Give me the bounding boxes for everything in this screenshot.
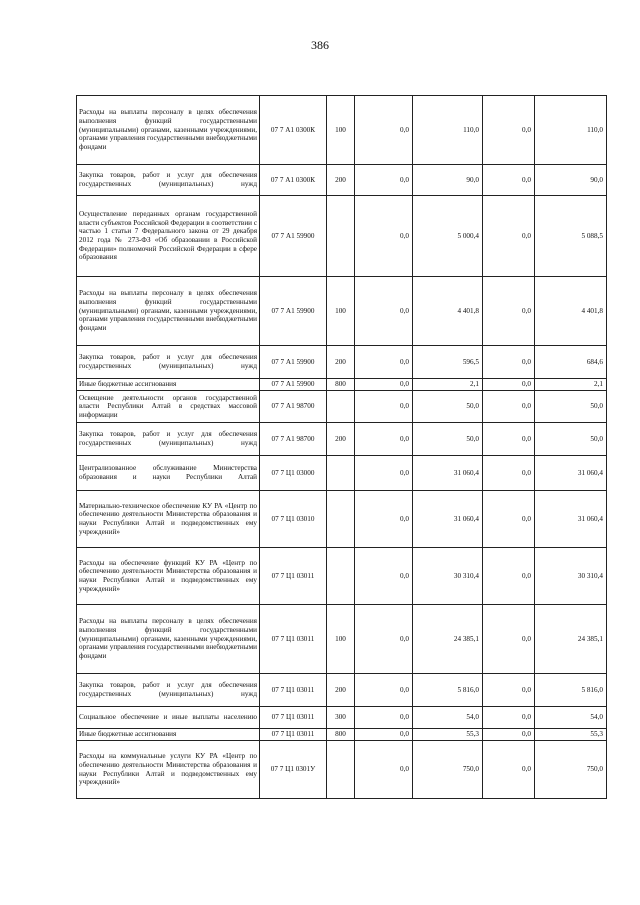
table-row	[77, 423, 607, 456]
row-code: 07 7 А1 59900	[260, 379, 327, 391]
row-value-1: 0,0	[355, 674, 413, 707]
row-value-1: 0,0	[355, 96, 413, 165]
row-expense-type	[327, 741, 355, 799]
row-value-2: 90,0	[413, 165, 483, 196]
table-body	[77, 96, 607, 799]
row-expense-type: 300	[327, 707, 355, 729]
row-value-1: 0,0	[355, 741, 413, 799]
row-expense-type: 100	[327, 96, 355, 165]
row-code: 07 7 А1 59900	[260, 196, 327, 277]
row-value-1: 0,0	[355, 277, 413, 346]
row-value-2: 596,5	[413, 346, 483, 379]
row-value-3: 0,0	[483, 165, 535, 196]
table-row	[77, 548, 607, 605]
row-value-4: 110,0	[535, 96, 607, 165]
row-value-2: 24 385,1	[413, 605, 483, 674]
row-value-3: 0,0	[483, 741, 535, 799]
row-value-1: 0,0	[355, 346, 413, 379]
page-number: 386	[311, 38, 329, 52]
row-value-4: 31 060,4	[535, 456, 607, 491]
row-code: 07 7 Ц1 03011	[260, 548, 327, 605]
row-code: 07 7 А1 98700	[260, 391, 327, 423]
row-value-3: 0,0	[483, 456, 535, 491]
row-code: 07 7 А1 98700	[260, 423, 327, 456]
row-value-1: 0,0	[355, 391, 413, 423]
row-value-4: 90,0	[535, 165, 607, 196]
budget-table	[76, 95, 607, 799]
table-row	[77, 165, 607, 196]
table-row	[77, 729, 607, 741]
table-row	[77, 674, 607, 707]
row-value-3: 0,0	[483, 379, 535, 391]
row-value-4: 5 088,5	[535, 196, 607, 277]
row-value-2: 31 060,4	[413, 456, 483, 491]
row-value-3: 0,0	[483, 605, 535, 674]
row-value-4: 750,0	[535, 741, 607, 799]
row-value-1: 0,0	[355, 196, 413, 277]
row-expense-type	[327, 391, 355, 423]
row-value-2: 5 816,0	[413, 674, 483, 707]
row-expense-type: 100	[327, 277, 355, 346]
row-value-2: 55,3	[413, 729, 483, 741]
row-name: Расходы на выплаты персоналу в целях обеспечения выполнения функций государственными (муниципальными) органами, казенными учреждениями, органами управления государственными внебюджетными фондами	[77, 96, 260, 165]
row-code: 07 7 А1 59900	[260, 346, 327, 379]
row-code: 07 7 А1 0300К	[260, 96, 327, 165]
row-code: 07 7 А1 59900	[260, 277, 327, 346]
row-value-3: 0,0	[483, 391, 535, 423]
row-expense-type	[327, 196, 355, 277]
row-code: 07 7 Ц1 03010	[260, 491, 327, 548]
row-value-2: 5 000,4	[413, 196, 483, 277]
row-value-1: 0,0	[355, 707, 413, 729]
row-value-1: 0,0	[355, 548, 413, 605]
row-value-4: 684,6	[535, 346, 607, 379]
row-value-2: 31 060,4	[413, 491, 483, 548]
row-value-2: 110,0	[413, 96, 483, 165]
row-code: 07 7 Ц1 03000	[260, 456, 327, 491]
table-row	[77, 96, 607, 165]
row-expense-type: 800	[327, 379, 355, 391]
row-value-1: 0,0	[355, 729, 413, 741]
row-value-4: 31 060,4	[535, 491, 607, 548]
row-expense-type: 800	[327, 729, 355, 741]
row-value-3: 0,0	[483, 196, 535, 277]
row-name: Иные бюджетные ассигнования	[77, 379, 260, 391]
row-value-1: 0,0	[355, 379, 413, 391]
row-value-1: 0,0	[355, 165, 413, 196]
row-name: Централизованное обслуживание Министерства образования и науки Республики Алтай	[77, 456, 260, 491]
table-row	[77, 605, 607, 674]
table-row	[77, 707, 607, 729]
row-value-4: 54,0	[535, 707, 607, 729]
row-name: Освещение деятельности органов государственной власти Республики Алтай в средствах массовой информации	[77, 391, 260, 423]
row-code: 07 7 Ц1 0301У	[260, 741, 327, 799]
row-value-4: 24 385,1	[535, 605, 607, 674]
row-value-1: 0,0	[355, 491, 413, 548]
row-value-4: 2,1	[535, 379, 607, 391]
row-code: 07 7 Ц1 03011	[260, 707, 327, 729]
row-name: Расходы на выплаты персоналу в целях обеспечения выполнения функций государственными (муниципальными) органами, казенными учреждениями, органами управления государственными внебюджетными фондами	[77, 605, 260, 674]
row-value-2: 30 310,4	[413, 548, 483, 605]
row-value-1: 0,0	[355, 605, 413, 674]
row-value-2: 750,0	[413, 741, 483, 799]
row-value-3: 0,0	[483, 423, 535, 456]
row-expense-type	[327, 456, 355, 491]
row-expense-type: 200	[327, 674, 355, 707]
table-row	[77, 741, 607, 799]
row-value-2: 50,0	[413, 423, 483, 456]
row-value-1: 0,0	[355, 456, 413, 491]
table-row	[77, 277, 607, 346]
table-row	[77, 391, 607, 423]
row-name: Расходы на обеспечение функций КУ РА «Центр по обеспечению деятельности Министерства образования и науки Республики Алтай и подведомственных ему учреждений»	[77, 548, 260, 605]
row-expense-type: 100	[327, 605, 355, 674]
row-name: Социальное обеспечение и иные выплаты населению	[77, 707, 260, 729]
row-value-3: 0,0	[483, 346, 535, 379]
row-expense-type	[327, 548, 355, 605]
table-row	[77, 456, 607, 491]
row-value-4: 5 816,0	[535, 674, 607, 707]
row-value-3: 0,0	[483, 674, 535, 707]
row-name: Расходы на выплаты персоналу в целях обеспечения выполнения функций государственными (муниципальными) органами, казенными учреждениями, органами управления государственными внебюджетными фондами	[77, 277, 260, 346]
row-value-3: 0,0	[483, 548, 535, 605]
row-expense-type: 200	[327, 423, 355, 456]
row-name: Закупка товаров, работ и услуг для обеспечения государственных (муниципальных) нужд	[77, 165, 260, 196]
row-value-3: 0,0	[483, 277, 535, 346]
row-name: Закупка товаров, работ и услуг для обеспечения государственных (муниципальных) нужд	[77, 674, 260, 707]
row-expense-type	[327, 491, 355, 548]
table-row	[77, 196, 607, 277]
row-value-4: 4 401,8	[535, 277, 607, 346]
row-value-2: 54,0	[413, 707, 483, 729]
row-name: Закупка товаров, работ и услуг для обеспечения государственных (муниципальных) нужд	[77, 423, 260, 456]
row-value-2: 2,1	[413, 379, 483, 391]
table-row	[77, 379, 607, 391]
row-code: 07 7 Ц1 03011	[260, 729, 327, 741]
row-name: Закупка товаров, работ и услуг для обеспечения государственных (муниципальных) нужд	[77, 346, 260, 379]
row-value-1: 0,0	[355, 423, 413, 456]
row-value-2: 4 401,8	[413, 277, 483, 346]
row-name: Материально-техническое обеспечение КУ РА «Центр по обеспечению деятельности Министерства образования и науки Республики Алтай и подведомственных ему учреждений»	[77, 491, 260, 548]
row-name: Осуществление переданных органам государственной власти субъектов Российской Федерации в соответствии с частью 1 статьи 7 Федерального закона от 29 декабря 2012 года № 273-ФЗ «Об образовании в Российской Федерации» полномочий Российской Федерации в сфере образования	[77, 196, 260, 277]
row-value-4: 50,0	[535, 391, 607, 423]
row-value-4: 55,3	[535, 729, 607, 741]
row-code: 07 7 Ц1 03011	[260, 674, 327, 707]
row-expense-type: 200	[327, 165, 355, 196]
row-value-2: 50,0	[413, 391, 483, 423]
row-value-4: 50,0	[535, 423, 607, 456]
row-value-3: 0,0	[483, 96, 535, 165]
row-code: 07 7 Ц1 03011	[260, 605, 327, 674]
row-name: Расходы на коммунальные услуги КУ РА «Центр по обеспечению деятельности Министерства образования и науки Республики Алтай и подведомственных ему учреждений»	[77, 741, 260, 799]
table-row	[77, 491, 607, 548]
row-code: 07 7 А1 0300К	[260, 165, 327, 196]
row-value-3: 0,0	[483, 491, 535, 548]
row-value-3: 0,0	[483, 729, 535, 741]
row-value-3: 0,0	[483, 707, 535, 729]
row-name: Иные бюджетные ассигнования	[77, 729, 260, 741]
row-expense-type: 200	[327, 346, 355, 379]
table-row	[77, 346, 607, 379]
row-value-4: 30 310,4	[535, 548, 607, 605]
